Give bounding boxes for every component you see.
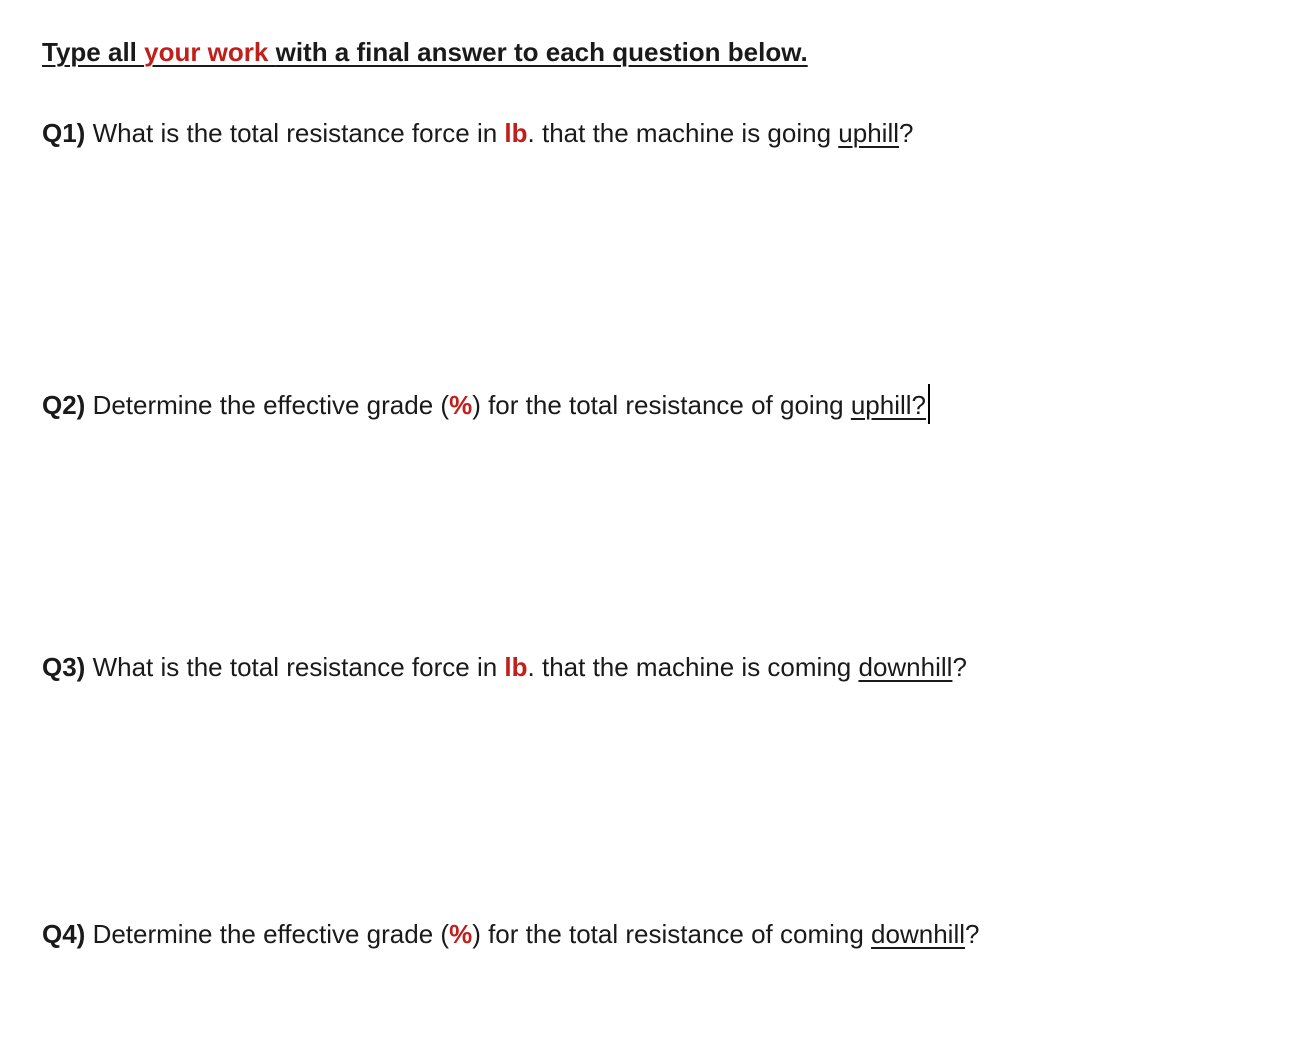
- instruction-part2: with a final answer to each question below.: [275, 37, 808, 67]
- question-4-text-middle: ) for the total resistance of coming: [472, 919, 872, 949]
- question-1-direction: uphill: [838, 118, 899, 148]
- question-2-direction: uphill?: [850, 390, 927, 420]
- question-1-end: ?: [899, 118, 914, 148]
- question-1-label: Q1): [42, 118, 86, 148]
- question-2-label: Q2): [42, 390, 86, 420]
- question-4: [42, 918, 979, 950]
- question-1-text-start: What is the total resistance force in: [85, 118, 505, 148]
- question-4-end: ?: [965, 919, 980, 949]
- text-cursor: [928, 384, 930, 424]
- instruction-heading: [42, 36, 808, 68]
- instruction-part1: Type all: [42, 37, 145, 67]
- question-3-text-start: What is the total resistance force in: [85, 652, 505, 682]
- question-3-label: Q3): [42, 652, 86, 682]
- question-1-text-middle: . that the machine is going: [527, 118, 839, 148]
- question-3-text-middle: . that the machine is coming: [527, 652, 859, 682]
- question-4-text-start: Determine the effective grade (: [85, 919, 450, 949]
- instruction-highlight: your work: [144, 37, 276, 67]
- question-2-unit: %: [449, 390, 473, 420]
- question-1: [42, 117, 913, 149]
- question-4-unit: %: [449, 919, 473, 949]
- question-2-text-middle: ) for the total resistance of going: [472, 390, 851, 420]
- question-2: [42, 384, 930, 424]
- question-3-end: ?: [952, 652, 967, 682]
- question-4-label: Q4): [42, 919, 86, 949]
- question-2-text-start: Determine the effective grade (: [85, 390, 450, 420]
- question-3-direction: downhill: [858, 652, 953, 682]
- question-3-unit: lb: [504, 652, 528, 682]
- question-3: [42, 651, 967, 683]
- question-4-direction: downhill: [871, 919, 965, 949]
- question-1-unit: lb: [504, 118, 528, 148]
